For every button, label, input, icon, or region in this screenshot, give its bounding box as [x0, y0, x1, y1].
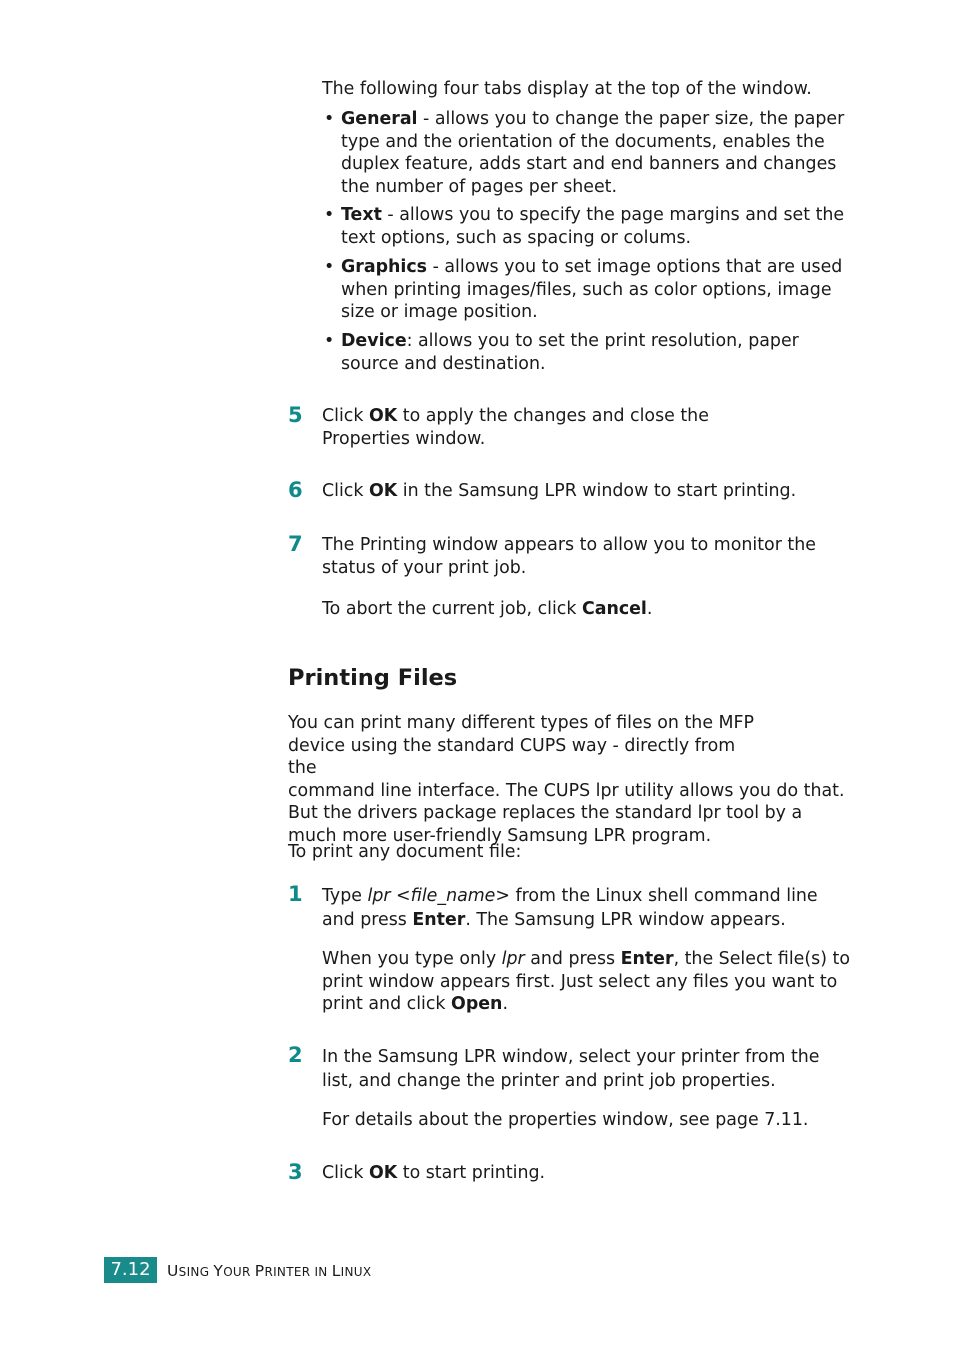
bullet-dot: •	[324, 331, 335, 351]
tab-name: Text	[341, 205, 382, 225]
intro-text: The following four tabs display at the top of the window.	[322, 79, 812, 99]
step-text: Click OK to start printing.	[322, 1163, 546, 1183]
step-number: 6	[288, 478, 303, 502]
step-note: For details about the properties window, see page 7.11.	[322, 1110, 809, 1130]
chapter-title: USING YOUR PRINTER IN LINUX	[167, 1262, 372, 1280]
section-lead: To print any document file:	[288, 842, 522, 862]
step-text: Type lpr <file_name> from the Linux shell command line and press Enter. The Samsung LPR window appears.	[322, 886, 818, 930]
step-number: 3	[288, 1160, 303, 1184]
bullet-device	[324, 330, 850, 375]
bullet-general	[324, 108, 850, 198]
tab-desc: : allows you to set the print resolution, paper source and destination.	[341, 331, 799, 374]
step-text: Click OK in the Samsung LPR window to start printing.	[322, 481, 797, 501]
step-text: Click OK to apply the changes and close the Properties window.	[322, 406, 709, 449]
step-note: To abort the current job, click Cancel.	[322, 599, 653, 619]
para-rest: command line interface. The CUPS lpr utility allows you do that. But the drivers package replaces the standard lpr tool by a much more user-friendly Samsung LPR program.	[288, 780, 845, 846]
tab-name: General	[341, 109, 418, 129]
step-text: The Printing window appears to allow you to monitor the status of your print job.	[322, 535, 816, 578]
bullet-graphics	[324, 256, 850, 324]
step-note: When you type only lpr and press Enter, the Select file(s) to print window appears first. Just select any files you want to print and click Open.	[322, 949, 850, 1014]
tab-desc: - allows you to specify the page margins and set the text options, such as spacing or colums.	[341, 205, 845, 248]
step-number: 5	[288, 403, 303, 427]
tab-name: Device	[341, 331, 407, 351]
step-text: In the Samsung LPR window, select your printer from the list, and change the printer and print job properties.	[322, 1047, 820, 1091]
step-number: 2	[288, 1043, 303, 1067]
page-number-badge: 7.12	[104, 1257, 157, 1283]
step-number: 7	[288, 532, 303, 556]
section-heading: Printing Files	[288, 665, 458, 691]
bullet-dot: •	[324, 109, 335, 129]
tab-name: Graphics	[341, 257, 428, 277]
tab-desc: - allows you to change the paper size, the paper type and the orientation of the documents, enables the duplex feature, adds start and end banners and changes the number of pages per sheet.	[341, 109, 845, 197]
bullet-dot: •	[324, 205, 335, 225]
bullet-dot: •	[324, 257, 335, 277]
tab-desc: - allows you to set image options that are used when printing images/files, such as color options, image size or image position.	[341, 257, 843, 322]
section-paragraph: You can print many different types of files on the MFP device using the standard CUPS way - directly from the command line interface. The CUPS lpr utility allows you do that. But the drivers package replaces the standard lpr tool by a much more user-friendly Samsung LPR program.	[288, 713, 845, 846]
bullet-text	[324, 204, 850, 249]
step-number: 1	[288, 882, 303, 906]
